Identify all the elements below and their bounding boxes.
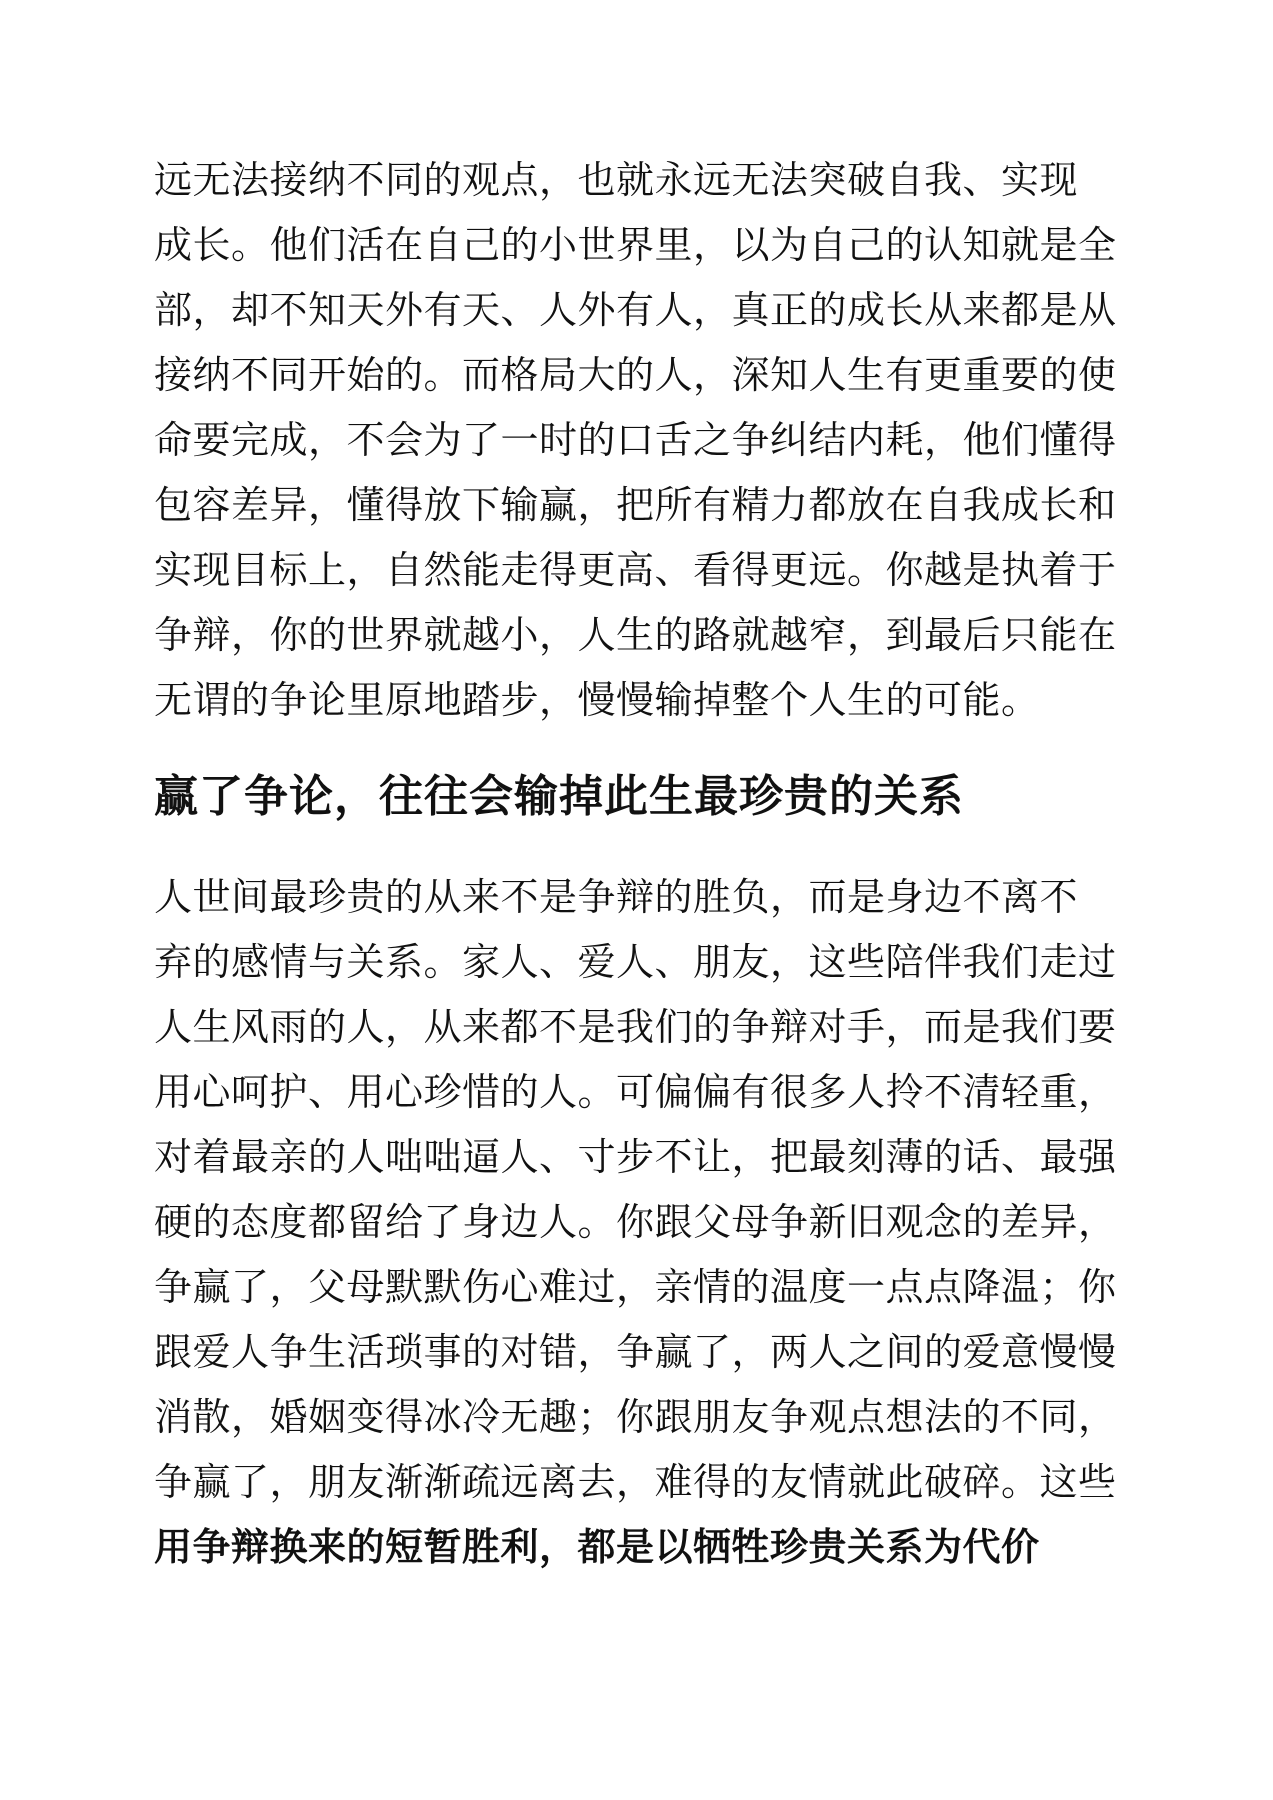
text-line: 消散，婚姻变得冰冷无趣；你跟朋友争观点想法的不同，: [154, 1395, 1117, 1439]
text-line: 争赢了，朋友渐渐疏远离去，难得的友情就此破碎。这些: [154, 1460, 1117, 1504]
bold-text-line: 用争辩换来的短暂胜利，都是以牺牲珍贵关系为代价: [154, 1525, 1040, 1569]
text-line: 对着最亲的人咄咄逼人、寸步不让，把最刻薄的话、最强: [154, 1135, 1117, 1179]
paragraph-1: [154, 148, 1117, 733]
paragraph-2: [154, 865, 1117, 1580]
text-line: 部，却不知天外有天、人外有人，真正的成长从来都是从: [154, 288, 1117, 332]
text-line: 接纳不同开始的。而格局大的人，深知人生有更重要的使: [154, 353, 1117, 397]
text-line: 人生风雨的人，从来都不是我们的争辩对手，而是我们要: [154, 1005, 1117, 1049]
text-line: 硬的态度都留给了身边人。你跟父母争新旧观念的差异，: [154, 1200, 1117, 1244]
text-line: 命要完成，不会为了一时的口舌之争纠结内耗，他们懂得: [154, 418, 1117, 462]
text-line: 成长。他们活在自己的小世界里，以为自己的认知就是全: [154, 223, 1117, 267]
text-line: 远无法接纳不同的观点，也就永远无法突破自我、实现: [154, 158, 1079, 202]
text-line: 实现目标上，自然能走得更高、看得更远。你越是执着于: [154, 548, 1117, 592]
text-line: 跟爱人争生活琐事的对错，争赢了，两人之间的爱意慢慢: [154, 1330, 1117, 1374]
text-line: 弃的感情与关系。家人、爱人、朋友，这些陪伴我们走过: [154, 940, 1117, 984]
text-line: 争辩，你的世界就越小，人生的路就越窄，到最后只能在: [154, 613, 1117, 657]
text-line: 用心呵护、用心珍惜的人。可偏偏有很多人拎不清轻重，: [154, 1070, 1117, 1114]
section-heading: 赢了争论，往往会输掉此生最珍贵的关系: [154, 771, 964, 822]
text-line: 争赢了，父母默默伤心难过，亲情的温度一点点降温；你: [154, 1265, 1117, 1309]
article-page: [154, 148, 1117, 1580]
text-line: 包容差异，懂得放下输赢，把所有精力都放在自我成长和: [154, 483, 1117, 527]
text-line: 无谓的争论里原地踏步，慢慢输掉整个人生的可能。: [154, 678, 1040, 722]
text-line: 人世间最珍贵的从来不是争辩的胜负，而是身边不离不: [154, 875, 1079, 919]
